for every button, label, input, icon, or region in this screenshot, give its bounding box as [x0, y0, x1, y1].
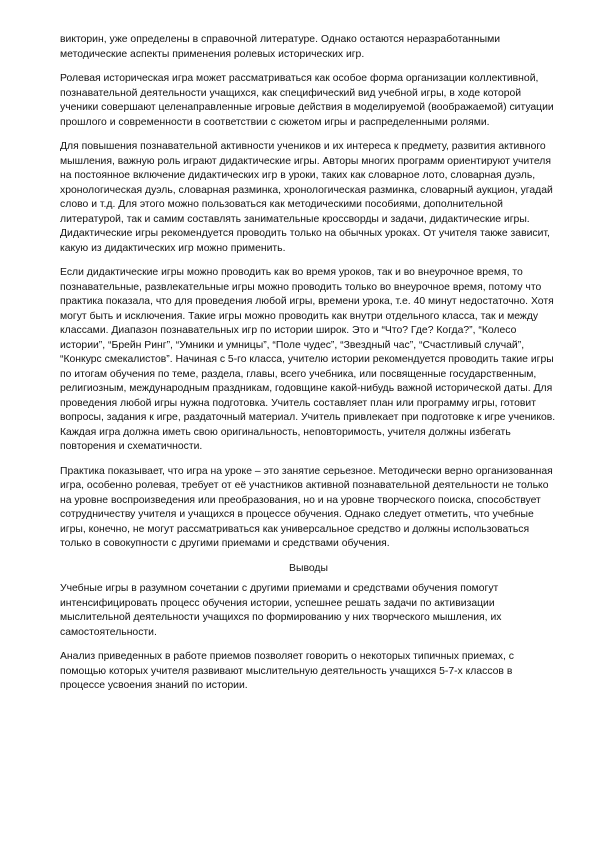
- paragraph: Для повышения познавательной активности учеников и их интереса к предмету, развития активного мышления, важную роль играют дидактические игры. Авторы многих программ ориентируют учителя на постоянное включение дидактических игр в уроки, таких как словарное лото, словарная дуэль, хронологическая дуэль, словарная разминка, хронологическая разминка, словарный аукцион, угадай слово и т.д. Для этого можно пользоваться как методическими пособиями, дополнительной литературой, так и самим составлять занимательные кроссворды и задачи, дидактические игры. Дидактические игры рекомендуется проводить только на обычных уроках. От учителя также зависит, какую из дидактических игр можно применить.: [60, 141, 553, 254]
- paragraph: Учебные игры в разумном сочетании с другими приемами и средствами обучения помогут интенсифицировать процесс обучения истории, успешнее решать задачи по активизации мыслительной деятельности учащихся по формированию у них творческого мышления, их самостоятельности.: [60, 583, 502, 638]
- document-page: [60, 33, 557, 704]
- section-heading: Выводы: [289, 562, 328, 574]
- paragraph: Практика показывает, что игра на уроке – это занятие серьезное. Методически верно организованная игра, особенно ролевая, требует от её участников активной познавательной деятельности не только на уровне воспроизведения или преобразования, но и на уровне творческого поиска, способствует сотрудничеству учителя и учащихся в процессе обучения. Однако следует отметить, что учебные игры, конечно, не могут рассматриваться как универсальное средство и должны использоваться только в совокупности с другими приемами и средствами обучения.: [60, 465, 553, 549]
- paragraph: Если дидактические игры можно проводить как во время уроков, так и во внеурочное время, то познавательные, развлекательные игры можно проводить только во внеурочное время, потому что практика показала, что для проведения любой игры, времени урока, т.е. 40 минут недостаточно. Хотя могут быть и исключения. Такие игры можно проводить как внутри отдельного класса, так и между классами. Диапазон познавательных игр по истории широк. Это и “Что? Где? Когда?”, “Колесо истории”, “Брейн Ринг”, “Умники и умницы”, “Поле чудес”, “Звездный час”, “Счастливый случай”, “Конкурс смекалистов”. Начиная с 5-го класса, учителю истории рекомендуется проводить такие игры по итогам обучения по теме, раздела, главы, всего учебника, или посвященные государственным, религиозным, международным праздникам, годовщине какой-нибудь важной исторической даты. Для проведения любой игры нужна подготовка. Учитель составляет план или программу игры, готовит вопросы, задания к игре, раздаточный материал. Учитель привлекает при подготовке к игре учеников. Каждая игра должна иметь свою оригинальность, неповторимость, учителя должны избегать повторения и схематичности.: [60, 267, 556, 452]
- paragraph: викторин, уже определены в справочной литературе. Однако остаются неразработанными методические аспекты применения ролевых исторических игр.: [60, 34, 501, 60]
- paragraph: Анализ приведенных в работе приемов позволяет говорить о некоторых типичных приемах, с помощью которых учителя развивают мыслительную деятельность учащихся 5-7-х классов в процессе усвоения знаний по истории.: [60, 651, 514, 691]
- paragraph: Ролевая историческая игра может рассматриваться как особое форма организации коллективной, познавательной деятельности учащихся, как специфический вид учебной игры, в ходе которой ученики совершают целенаправленные игровые действия в моделируемой (воображаемой) ситуации прошлого и современности в соответствии с сюжетом игры и распределенными ролями.: [60, 73, 554, 128]
